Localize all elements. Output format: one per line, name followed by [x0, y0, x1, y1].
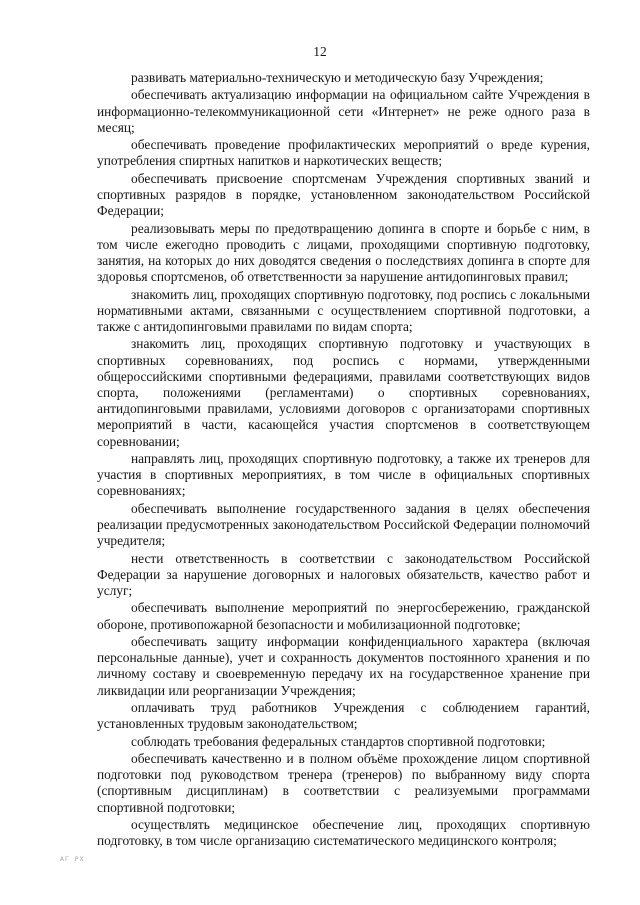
- paragraph: знакомить лиц, проходящих спортивную подготовку, под роспись с локальными нормативными актами, связанными с осуществлением спортивной подготовки, а также с антидопинговыми правилами по видам спорта;: [97, 286, 590, 334]
- paragraph: обеспечивать присвоение спортсменам Учреждения спортивных званий и спортивных разрядов в порядке, установленном законодательством Российской Федерации;: [97, 170, 590, 219]
- paragraph: обеспечивать защиту информации конфиденциального характера (включая персональные данные), учет и сохранность документов постоянного хранения и по личному составу и своевременную передачу их на государственное хранение при ликвидации или реорганизации Учреждения;: [97, 633, 590, 698]
- paragraph: оплачивать труд работников Учреждения с соблюдением гарантий, установленных трудовым законодательством;: [97, 699, 590, 732]
- document-body: [97, 70, 590, 851]
- paragraph: обеспечивать выполнение мероприятий по энергосбережению, гражданской обороне, противопожарной безопасности и мобилизационной подготовке;: [97, 600, 590, 632]
- paragraph: обеспечивать выполнение государственного задания в целях обеспечения реализации предусмотренных законодательством Российской Федерации полномочий учредителя;: [97, 500, 590, 549]
- page-number: 12: [313, 44, 327, 59]
- paragraph: соблюдать требования федеральных стандартов спортивной подготовки;: [131, 733, 546, 749]
- footer-mark: АГ РХ: [60, 855, 85, 863]
- paragraph: развивать материально-техническую и методическую базу Учреждения;: [131, 70, 544, 85]
- paragraph: обеспечивать проведение профилактических мероприятий о вреде курения, употребления спиртных напитков и наркотических веществ;: [97, 137, 590, 169]
- paragraph: нести ответственность в соответствии с законодательством Российской Федерации за нарушение договорных и налоговых обязательств, качество работ и услуг;: [97, 550, 590, 598]
- paragraph: осуществлять медицинское обеспечение лиц, проходящих спортивную подготовку, в том числе организацию систематического медицинского контроля;: [97, 816, 590, 849]
- paragraph: обеспечивать качественно и в полном объёме прохождение лицом спортивной подготовки под руководством тренера (тренеров) по выбранному виду спорта (спортивным дисциплинам) в соответствии с реализуемыми программами спортивной подготовки;: [97, 750, 590, 815]
- paragraph: обеспечивать актуализацию информации на официальном сайте Учреждения в информационно-телекоммуникационной сети «Интернет» не реже одного раза в месяц;: [97, 87, 590, 135]
- paragraph: реализовывать меры по предотвращению допинга в спорте и борьбе с ним, в том числе ежегодно проводить с лицами, проходящими спортивную подготовку, занятия, на которых до них доводятся сведения о последствиях допинга в спорте для здоровья спортсменов, об ответственности за нарушение антидопинговых правил;: [97, 220, 590, 285]
- paragraph: направлять лиц, проходящих спортивную подготовку, а также их тренеров для участия в спортивных мероприятиях, в том числе в официальных спортивных соревнованиях;: [97, 450, 590, 499]
- paragraph: знакомить лиц, проходящих спортивную подготовку и участвующих в спортивных соревнованиях, под роспись с нормами, утвержденными общероссийскими спортивными федерациями, правилами соответствующих видов спорта, положениями (регламентами) о спортивных соревнованиях, антидопинговыми правилами, условиями договоров с организаторами спортивных мероприятий в части, касающейся участия спортсменов в соответствующем соревновании;: [97, 336, 590, 449]
